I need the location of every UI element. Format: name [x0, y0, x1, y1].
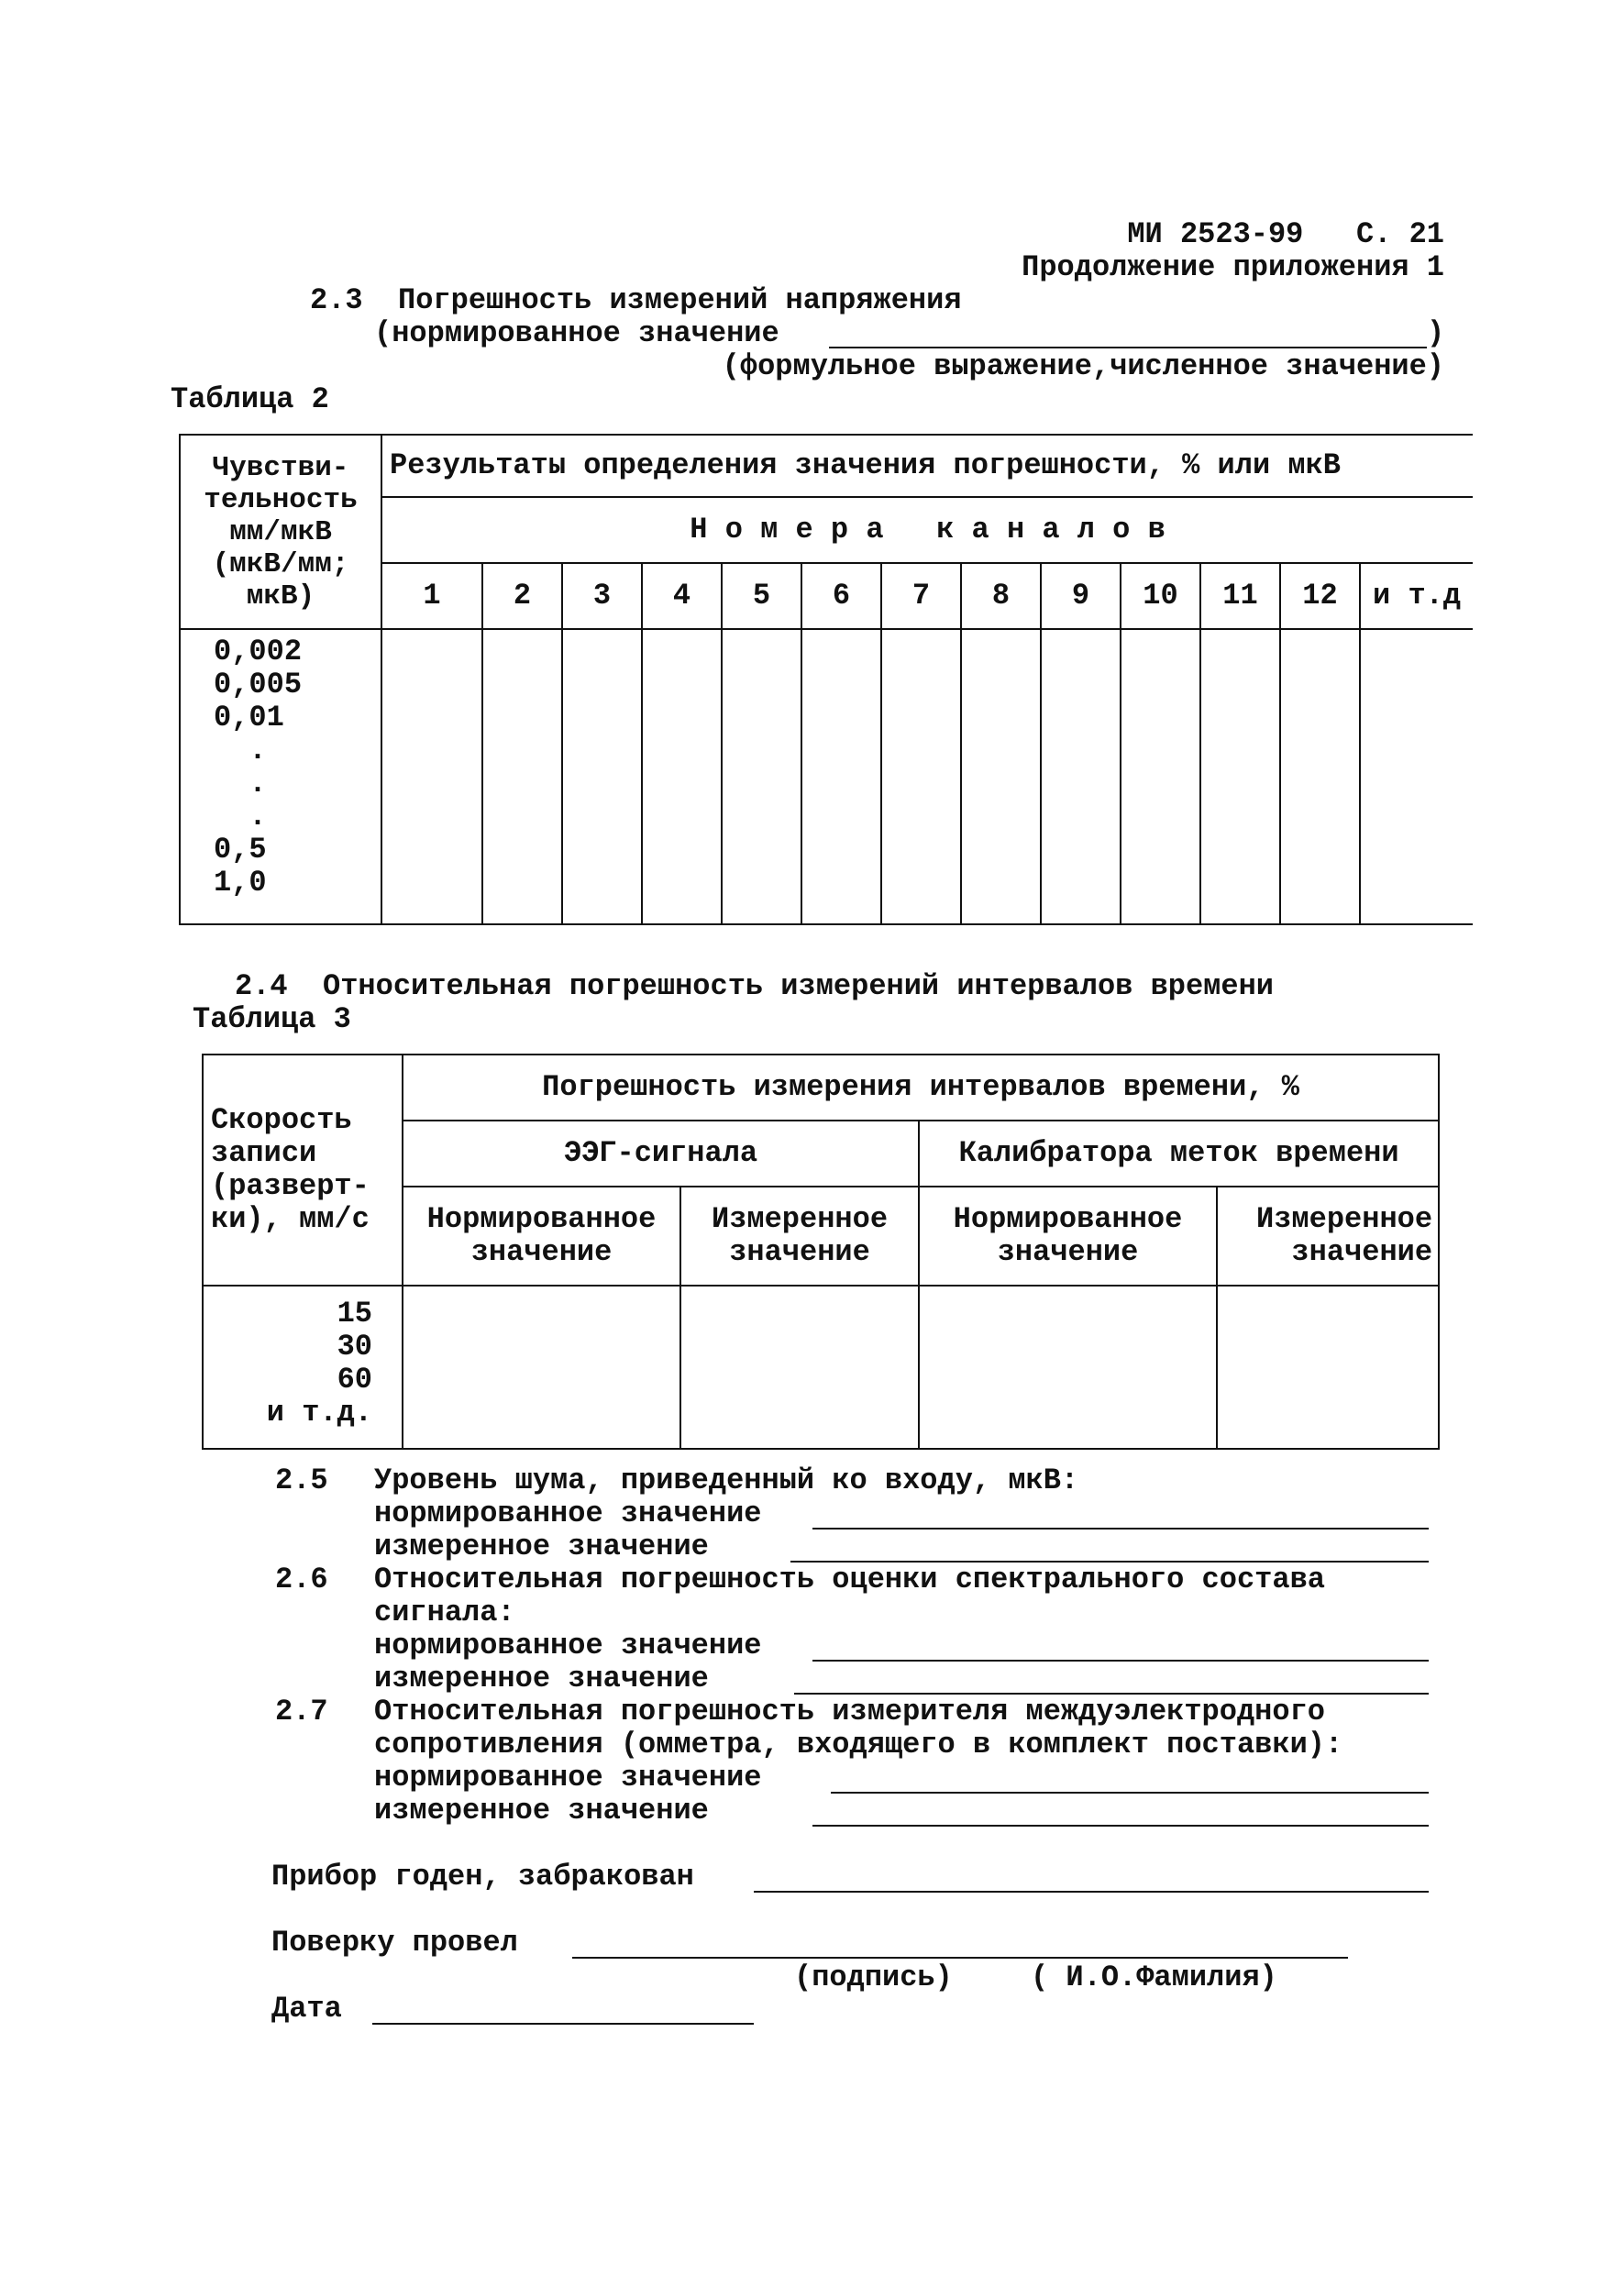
nominal-value-label: (нормированное значение [374, 316, 779, 350]
sensitivity-values: 0,002 0,005 0,01 . . . 0,5 1,0 [180, 629, 381, 924]
verifier-blank[interactable] [572, 1957, 1348, 1959]
interval-error-header: Погрешность измерения интервалов времени, % [403, 1055, 1439, 1121]
result-cell[interactable] [881, 629, 961, 924]
section-2-7-number: 2.7 [275, 1695, 328, 1728]
measured-value-header: Измеренное значение [1217, 1187, 1439, 1286]
section-2-6-nominal-blank[interactable] [812, 1660, 1429, 1662]
formula-hint: (формульное выражение,численное значение) [722, 349, 1444, 383]
channel-number: 1 [381, 563, 482, 629]
verified-by-label: Поверку провел [271, 1926, 518, 1960]
results-header: Результаты определения значения погрешности, % или мкВ [381, 435, 1473, 497]
recording-speed-values: 15 30 60 и т.д. [203, 1286, 403, 1449]
channels-header: Н о м е р а к а н а л о в [381, 497, 1473, 563]
result-cell[interactable] [482, 629, 562, 924]
section-2-4-title: 2.4 Относительная погрешность измерений интервалов времени [235, 969, 1274, 1003]
channel-number: и т.д [1360, 563, 1473, 629]
section-2-6-title: Относительная погрешность оценки спектрального состава [374, 1563, 1325, 1596]
section-2-7-title: Относительная погрешность измерителя междуэлектродного [374, 1695, 1325, 1728]
result-cell[interactable] [642, 629, 722, 924]
measured-value-header: Измеренное значение [680, 1187, 919, 1286]
channel-number: 9 [1041, 563, 1121, 629]
section-2-7-measured-label: измеренное значение [374, 1794, 709, 1828]
section-2-5-number: 2.5 [275, 1463, 328, 1497]
section-2-5-measured-label: измеренное значение [374, 1530, 709, 1563]
value-cell[interactable] [1217, 1286, 1439, 1449]
section-2-6-number: 2.6 [275, 1563, 328, 1596]
appendix-continuation: Продолжение приложения 1 [1022, 250, 1444, 284]
section-2-5-nominal-label: нормированное значение [374, 1496, 762, 1530]
section-2-7-title-cont: сопротивления (омметра, входящего в комплект поставки): [374, 1728, 1343, 1761]
section-2-5-title: Уровень шума, приведенный ко входу, мкВ: [374, 1463, 1079, 1497]
table-2-caption: Таблица 2 [171, 382, 329, 416]
section-2-6-measured-label: измеренное значение [374, 1662, 709, 1695]
result-cell[interactable] [1280, 629, 1360, 924]
date-label: Дата [271, 1992, 342, 2026]
section-2-3-title: 2.3 Погрешность измерений напряжения [310, 283, 962, 317]
sensitivity-header: Чувстви- тельность мм/мкВ (мкВ/мм; мкВ) [180, 435, 381, 629]
result-cell[interactable] [562, 629, 642, 924]
eeg-signal-header: ЭЭГ-сигнала [403, 1121, 919, 1187]
value-cell[interactable] [403, 1286, 680, 1449]
result-cell[interactable] [801, 629, 881, 924]
name-hint: ( И.О.Фамилия) [1031, 1960, 1277, 1994]
result-cell[interactable] [1121, 629, 1200, 924]
channel-number: 12 [1280, 563, 1360, 629]
calibrator-header: Калибратора меток времени [919, 1121, 1439, 1187]
value-cell[interactable] [919, 1286, 1217, 1449]
section-2-7-measured-blank[interactable] [812, 1825, 1429, 1827]
table-2 [179, 434, 1473, 925]
verdict-label: Прибор годен, забракован [271, 1860, 694, 1894]
result-cell[interactable] [381, 629, 482, 924]
nominal-value-header: Нормированное значение [403, 1187, 680, 1286]
nominal-value-header: Нормированное значение [919, 1187, 1217, 1286]
channel-number: 6 [801, 563, 881, 629]
section-2-7-nominal-blank[interactable] [831, 1792, 1429, 1794]
section-2-5-nominal-blank[interactable] [812, 1528, 1429, 1530]
section-2-7-nominal-label: нормированное значение [374, 1761, 762, 1795]
channel-number: 2 [482, 563, 562, 629]
table-3-caption: Таблица 3 [193, 1002, 351, 1036]
value-cell[interactable] [680, 1286, 919, 1449]
document-reference: МИ 2523-99 С. 21 [1127, 217, 1444, 251]
date-blank[interactable] [372, 2023, 754, 2025]
channel-number: 4 [642, 563, 722, 629]
result-cell[interactable] [722, 629, 801, 924]
result-cell[interactable] [1360, 629, 1473, 924]
section-2-6-nominal-label: нормированное значение [374, 1629, 762, 1662]
section-2-6-title-cont: сигнала: [374, 1596, 515, 1629]
channel-number: 8 [961, 563, 1041, 629]
result-cell[interactable] [1041, 629, 1121, 924]
verdict-blank[interactable] [754, 1891, 1429, 1893]
channel-number: 5 [722, 563, 801, 629]
channel-number: 7 [881, 563, 961, 629]
nominal-close-paren: ) [1427, 316, 1445, 350]
result-cell[interactable] [1200, 629, 1280, 924]
channel-number: 3 [562, 563, 642, 629]
result-cell[interactable] [961, 629, 1041, 924]
nominal-value-blank[interactable] [829, 347, 1427, 348]
signature-hint: (подпись) [794, 1960, 953, 1994]
table-3 [202, 1054, 1440, 1450]
recording-speed-header: Скорость записи (разверт- ки), мм/с [203, 1055, 403, 1286]
channel-number: 10 [1121, 563, 1200, 629]
channel-number: 11 [1200, 563, 1280, 629]
